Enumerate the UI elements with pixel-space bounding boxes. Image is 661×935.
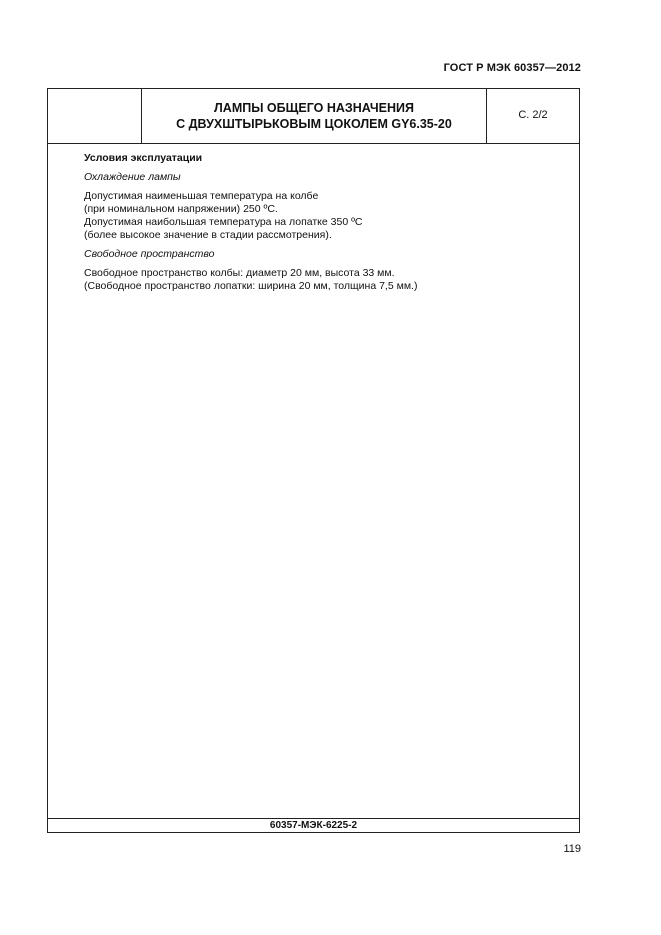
sheet-page-ref: С. 2/2 — [518, 109, 548, 121]
document-id: ГОСТ Р МЭК 60357—2012 — [443, 62, 581, 74]
sheet-title-line-1: ЛАМПЫ ОБЩЕГО НАЗНАЧЕНИЯ — [214, 101, 414, 115]
cooling-line: (более высокое значение в стадии рассмотрения). — [84, 229, 332, 241]
cooling-title: Охлаждение лампы — [84, 171, 181, 183]
space-line: (Свободное пространство лопатки: ширина 20 мм, толщина 7,5 мм.) — [84, 280, 418, 292]
header-empty-cell — [48, 89, 142, 143]
sheet-frame — [47, 88, 580, 833]
space-title: Свободное пространство — [84, 248, 215, 260]
sheet-title-line-2: С ДВУХШТЫРЬКОВЫМ ЦОКОЛЕМ GY6.35-20 — [176, 117, 452, 131]
page-number: 119 — [563, 843, 581, 855]
cooling-paragraph — [84, 190, 569, 242]
space-line: Свободное пространство колбы: диаметр 20 мм, высота 33 мм. — [84, 267, 395, 279]
sheet-content — [84, 152, 569, 299]
section-title: Условия эксплуатации — [84, 152, 203, 164]
sheet-title — [142, 89, 487, 143]
cooling-line: (при номинальном напряжении) 250 ºС. — [84, 203, 278, 215]
sheet-header — [48, 89, 579, 144]
cooling-line: Допустимая наибольшая температура на лопатке 350 ºС — [84, 216, 363, 228]
sheet-footer-code: 60357-МЭК-6225-2 — [48, 818, 579, 832]
space-paragraph — [84, 267, 569, 293]
cooling-line: Допустимая наименьшая температура на колбе — [84, 190, 319, 202]
